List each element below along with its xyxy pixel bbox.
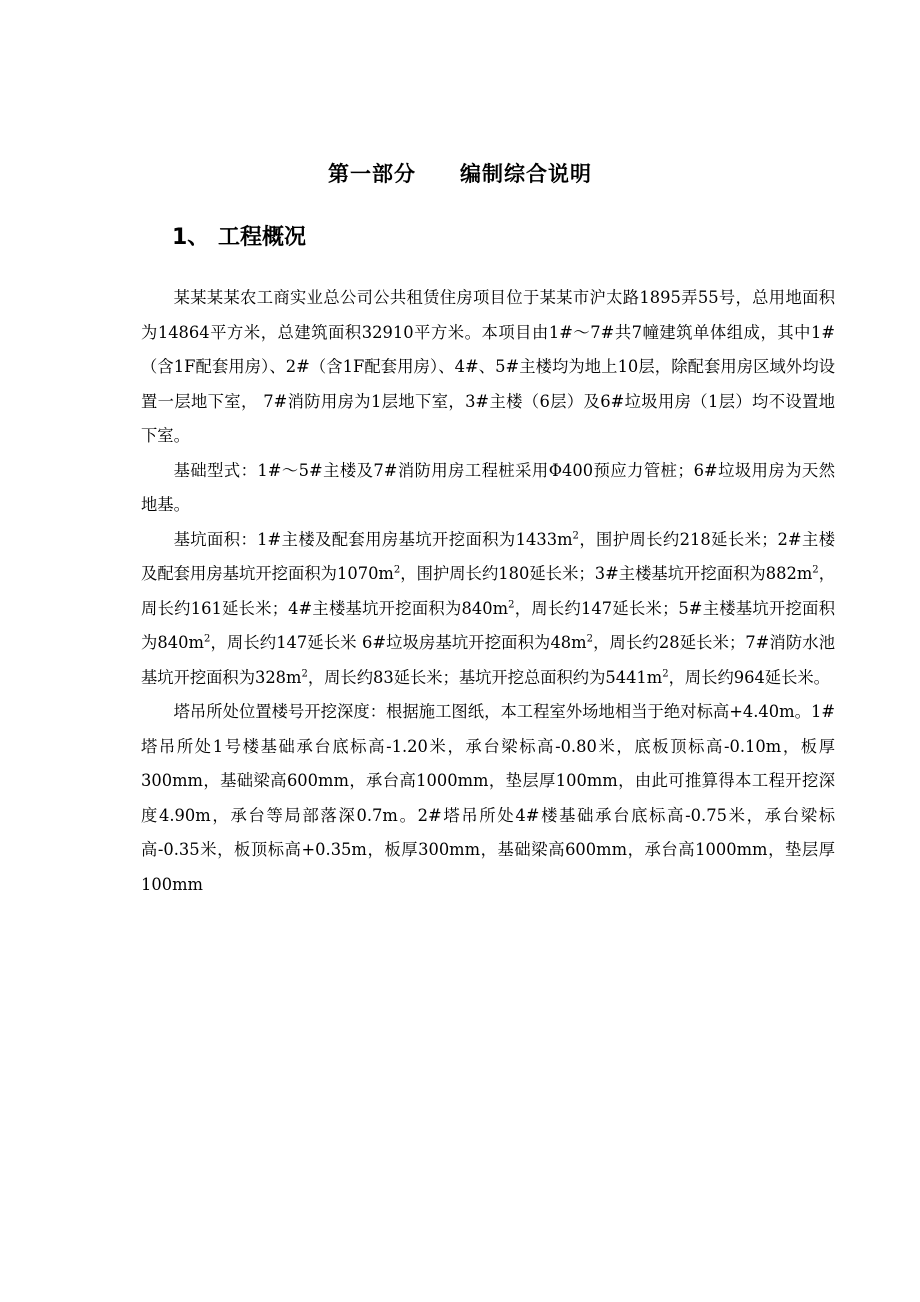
section-number: 1、 <box>172 225 210 250</box>
part-title <box>0 158 920 188</box>
section-heading <box>172 220 306 251</box>
section-title: 工程概况 <box>218 225 307 250</box>
part-name: 编制综合说明 <box>460 162 592 186</box>
paragraph-overview: 某某某某农工商实业总公司公共租赁住房项目位于某某市沪太路1895弄55号，总用地面积为14864平方米，总建筑面积32910平方米。本项目由1#～7#共7幢建筑单体组成，其中1#（含1F配套用房）、2#（含1F配套用房）、4#、5#主楼均为地上10层，除配套用房区域外均设置一层地下室， 7#消防用房为1层地下室，3#主楼（6层）及6#垃圾用房（1层）均不设置地下室。 <box>141 288 835 445</box>
body-text <box>141 281 835 902</box>
paragraph-crane-depth: 塔吊所处位置楼号开挖深度：根据施工图纸，本工程室外场地相当于绝对标高+4.40m。1#塔吊所处1号楼基础承台底标高-1.20米，承台梁标高-0.80米，底板顶标高-0.10m，板厚300mm，基础梁高600mm，承台高1000mm，垫层厚100mm，由此可推算得本工程开挖深度4.90m，承台等局部落深0.7m。2#塔吊所处4#楼基础承台底标高-0.75米，承台梁标高-0.35米，板顶标高+0.35m，板厚300mm，基础梁高600mm，承台高1000mm，垫层厚100mm <box>141 702 835 894</box>
paragraph-pit-area: 基坑面积：1#主楼及配套用房基坑开挖面积为$1433m^2$，围护周长约218延长米；2#主楼及配套用房基坑开挖面积为$1070m^2$，围护周长约180延长米；3#主楼基坑开挖面积为$882m^2$，周长约161延长米；4#主楼基坑开挖面积为$840m^2$，周长约147延长米；5#主楼基坑开挖面积为$840m^2$，周长约147延长米 6#垃圾房基坑开挖面积为$48m^2$，周长约28延长米；7#消防水池基坑开挖面积为$328m^2$，周长约83延长米；基坑开挖总面积约为$5441m^2$，周长约964延长米。 <box>141 529 835 687</box>
paragraph-foundation: 基础型式：1#～5#主楼及7#消防用房工程桩采用Φ400预应力管桩；6#垃圾用房为天然地基。 <box>141 460 835 514</box>
part-label: 第一部分 <box>328 162 416 186</box>
